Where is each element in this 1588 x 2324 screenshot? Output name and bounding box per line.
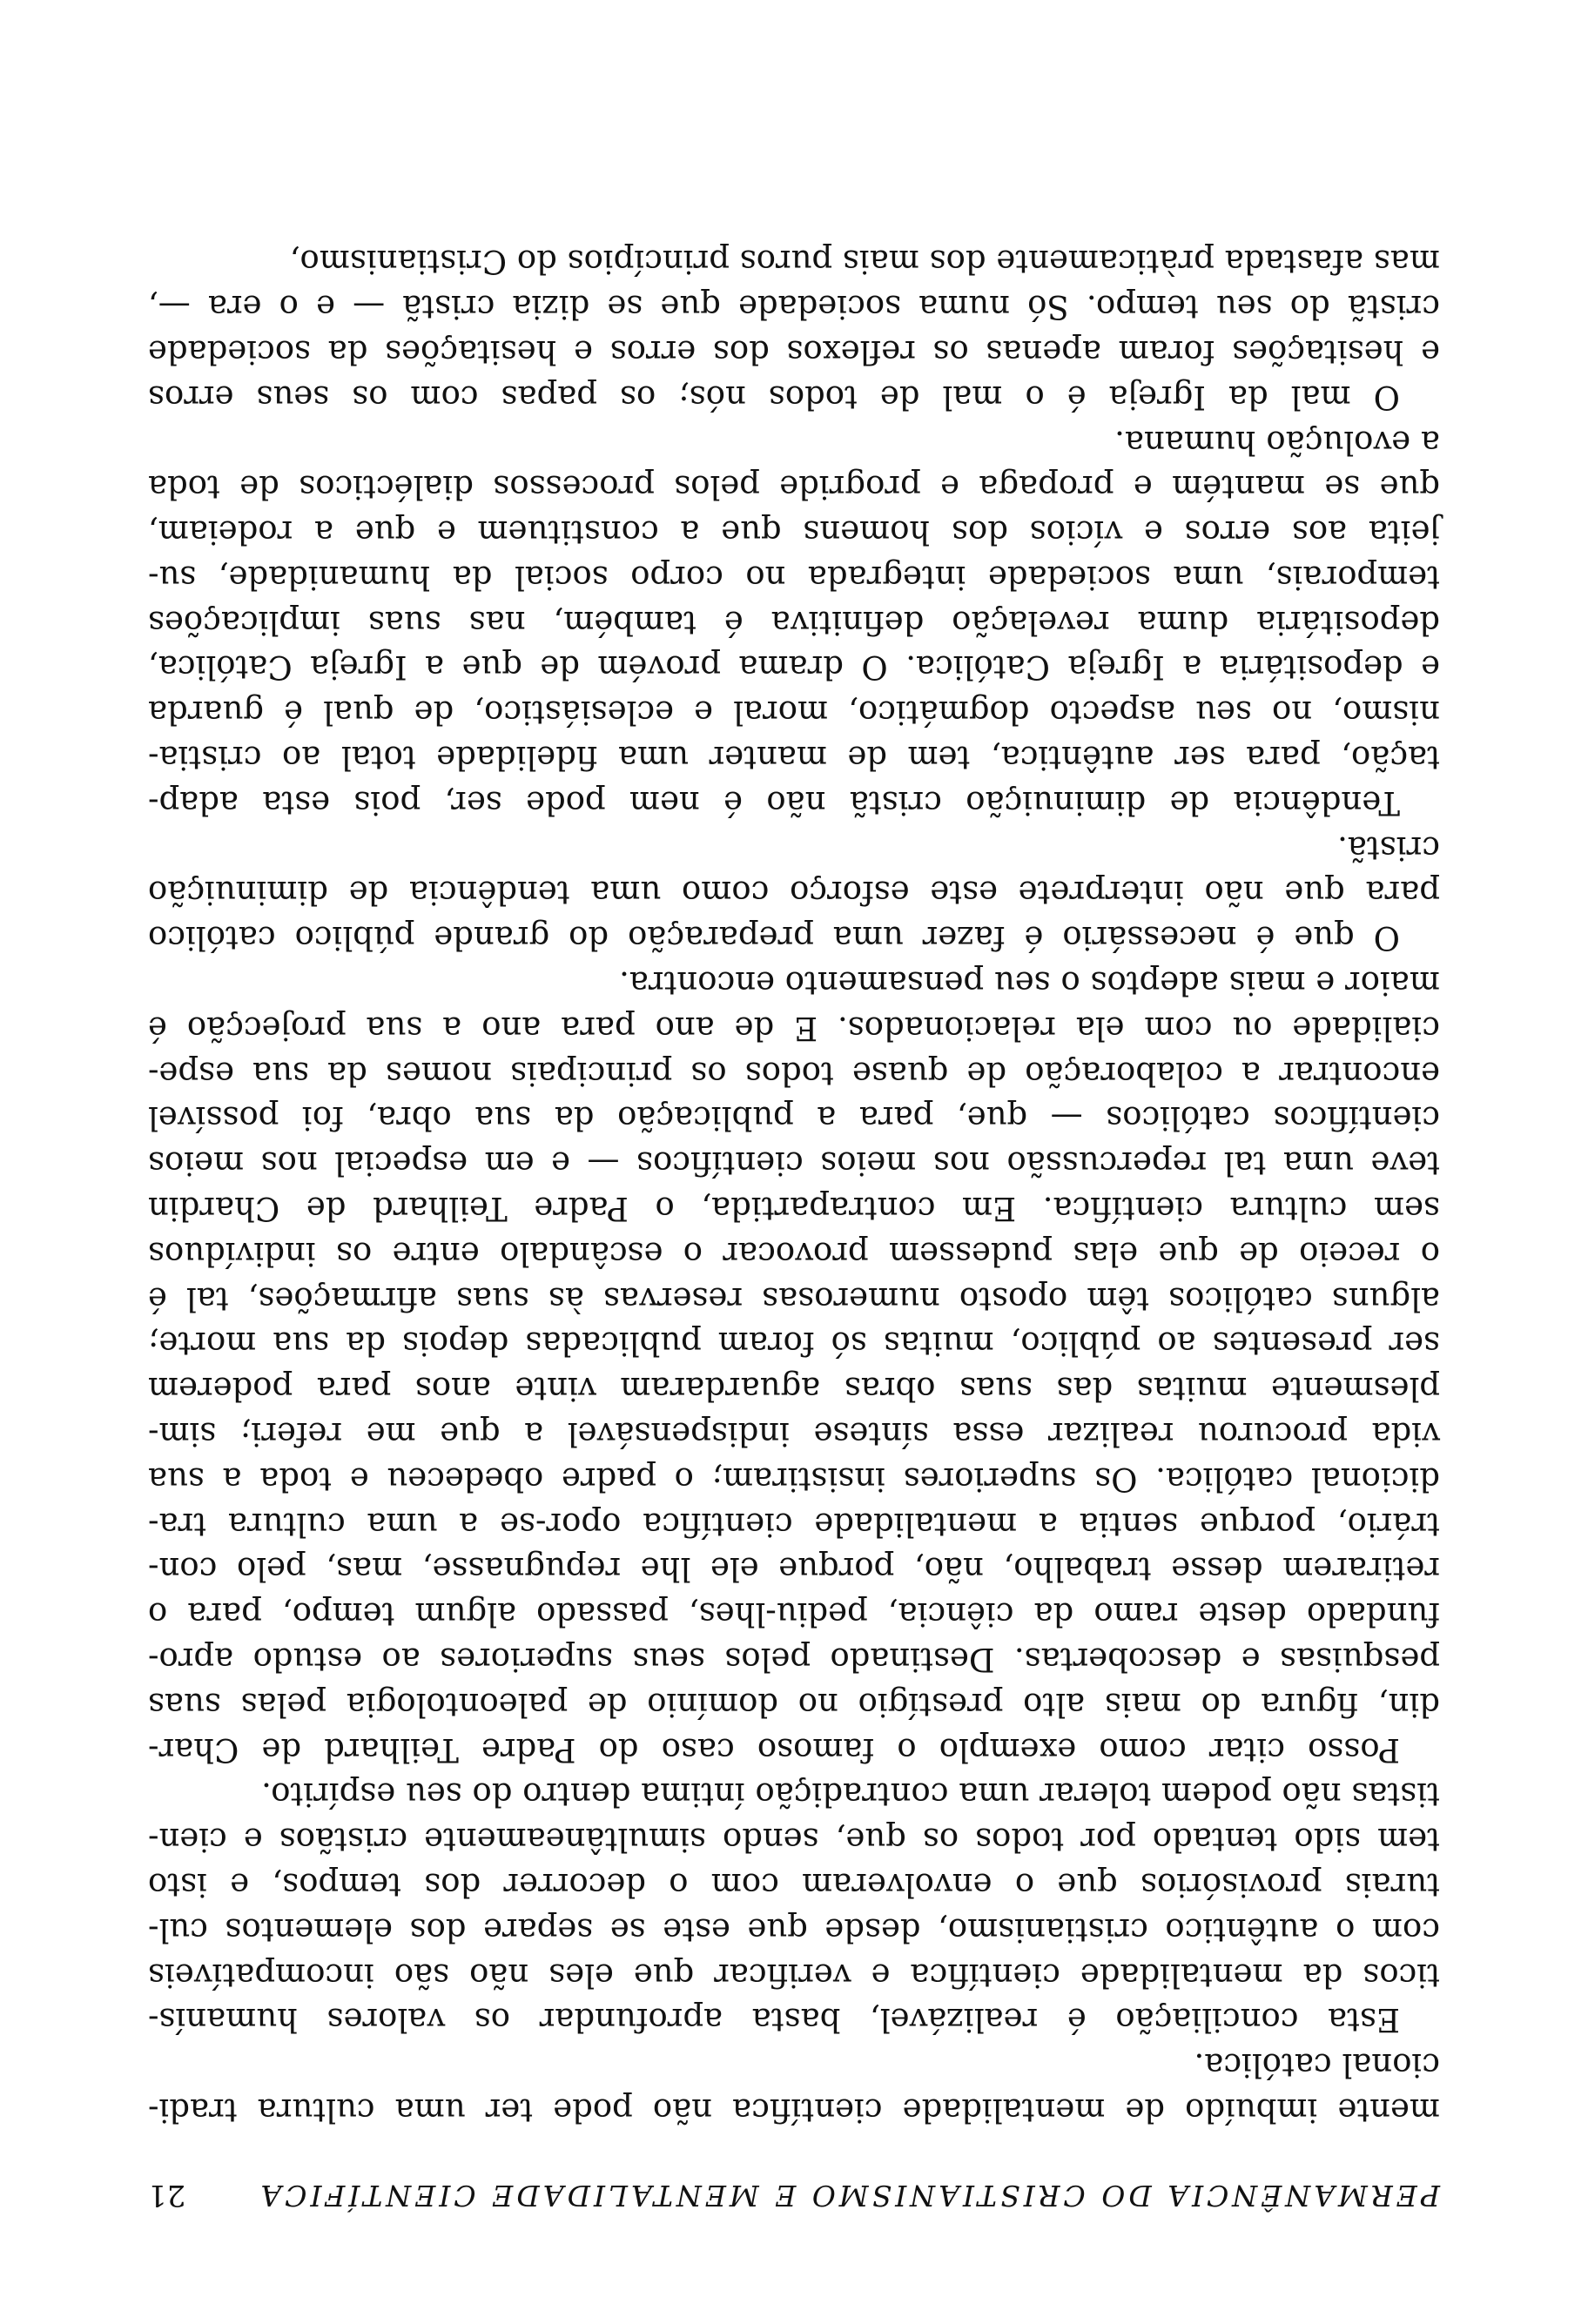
text-line: teve uma tal repercussão nos meios científicos — e em especial nos meios <box>148 1145 1440 1183</box>
text-line: encontrar a colaboração de quase todos os principais nomes da sua espe- <box>148 1054 1440 1092</box>
text-line: tistas não podem tolerar uma contradição íntima dentro do seu espírito. <box>261 1776 1440 1814</box>
text-line: com o autêntico cristianismo, desde que este se separe dos elementos cul- <box>148 1911 1440 1949</box>
running-head: PERMANÊNCIA DO CRISTIANISMO E MENTALIDADE CIENTÍFICA <box>257 2179 1440 2213</box>
text-line: mas afastada pràticamente dos mais puros princípios do Cristianismo, <box>289 243 1440 281</box>
text-line: e hesitações foram apenas os reflexos dos erros e hesitações da sociedade <box>148 332 1440 371</box>
text-line: nismo, no seu aspecto dogmático, moral e eclesiástico, de qual é guarda <box>148 694 1440 732</box>
text-line: din, figura do mais alto prestígio no domínio de paleontologia pelas suas <box>148 1685 1440 1723</box>
text-line: cialidade ou com ela relacionados. E de ano para ano a sua projecção é <box>148 1009 1440 1047</box>
paragraph <box>148 2042 1440 2133</box>
text-line: tem sido tentado por todos os que, sendo simultâneamente cristãos e cien- <box>148 1821 1440 1859</box>
text-line: alguns católicos têm oposto numerosas reservas às suas afirmações, tal é <box>148 1280 1440 1318</box>
paragraph <box>148 960 1440 1771</box>
paragraph <box>148 825 1440 960</box>
text-line: maior e mais adeptos o seu pensamento encontra. <box>619 964 1440 1003</box>
text-line: plesmente muitas das suas obras aguardaram vinte anos para poderem <box>148 1370 1440 1408</box>
text-line: para que não interprete este esforço como uma tendência de diminuição <box>148 874 1440 912</box>
text-line: O que é necessário é fazer uma preparação do grande público católico <box>148 919 1400 957</box>
text-line: e depositária a Igreja Católica. O drama provém de que a Igreja Católica, <box>148 648 1440 687</box>
text-line: dicional católica. Os superiores insistiram; o padre obedeceu e toda a sua <box>148 1460 1440 1498</box>
text-line: Posso citar como exemplo o famoso caso do Padre Teilhard de Char- <box>148 1730 1400 1769</box>
paragraph <box>148 1772 1440 2043</box>
text-line: sem cultura científica. Em contrapartida, o Padre Teilhard de Chardin <box>148 1190 1440 1228</box>
text-line: cristã do seu tempo. Só numa sociedade que se dizia cristã — e o era —, <box>148 288 1440 326</box>
text-line: pesquisas e descobertas. Destinado pelos seus superiores ao estudo apro- <box>148 1641 1440 1679</box>
paragraph <box>148 420 1440 825</box>
text-line: tação, para ser autêntica, tem de manter uma fidelidade total ao cristia- <box>148 739 1440 777</box>
text-line: a evolução humana. <box>1114 423 1440 461</box>
text-line: turais provisórios que o envolveram com o decorrer dos tempos, e isto <box>148 1866 1440 1904</box>
text-line: Esta conciliação é realizável, basta aprofundar os valores humanís- <box>148 2001 1400 2039</box>
text-line: ser presentes ao público, muitas só foram publicadas depois da sua morte; <box>148 1325 1440 1363</box>
text-line: vida procurou realizar essa síntese indispensável a que me referi; sim- <box>148 1415 1440 1454</box>
text-line: cional católica. <box>1194 2046 1440 2085</box>
text-line: que se mantém e propaga e progride pelos processos dialécticos de toda <box>148 468 1440 507</box>
text-line: temporais, uma sociedade integrada no corpo social da humanidade, su- <box>148 558 1440 596</box>
text-line: jeita aos erros e vícios dos homens que a constituem e que a rodeiam, <box>148 514 1440 552</box>
page-header <box>148 2171 1440 2220</box>
text-line: científicos católicos — que, para a publicação da sua obra, foi possível <box>148 1099 1440 1138</box>
text-line: fundado deste ramo da ciência, pediu-lhes, passado algum tempo, para o <box>148 1595 1440 1634</box>
text-line: retirarem desse trabalho, não, porque ele lhe repugnasse, mas, pelo con- <box>148 1550 1440 1589</box>
text-line: O mal da Igreja é o mal de todos nós; os papas com os seus erros <box>148 378 1400 416</box>
text-line: Tendência de diminuição cristã não é nem pode ser, pois esta adap- <box>148 783 1400 822</box>
text-line: o receio de que elas pudessem provocar o escândalo entre os indivíduos <box>148 1234 1440 1273</box>
text-line: ticos da mentalidade científica e verificar que eles não são incompatíveis <box>148 1956 1440 1994</box>
text-line: cristã. <box>1337 829 1440 867</box>
text-line: depositária duma revelação definitiva é também, nas suas implicações <box>148 603 1440 641</box>
page-body <box>148 239 1440 2133</box>
text-line: mente imbuído de mentalidade científica não pode ter uma cultura tradi- <box>148 2092 1440 2129</box>
page-number: 21 <box>148 2178 186 2213</box>
paragraph <box>148 239 1440 420</box>
text-line: trário, porque sentia a mentalidade científica opor-se a uma cultura tra- <box>148 1505 1440 1543</box>
